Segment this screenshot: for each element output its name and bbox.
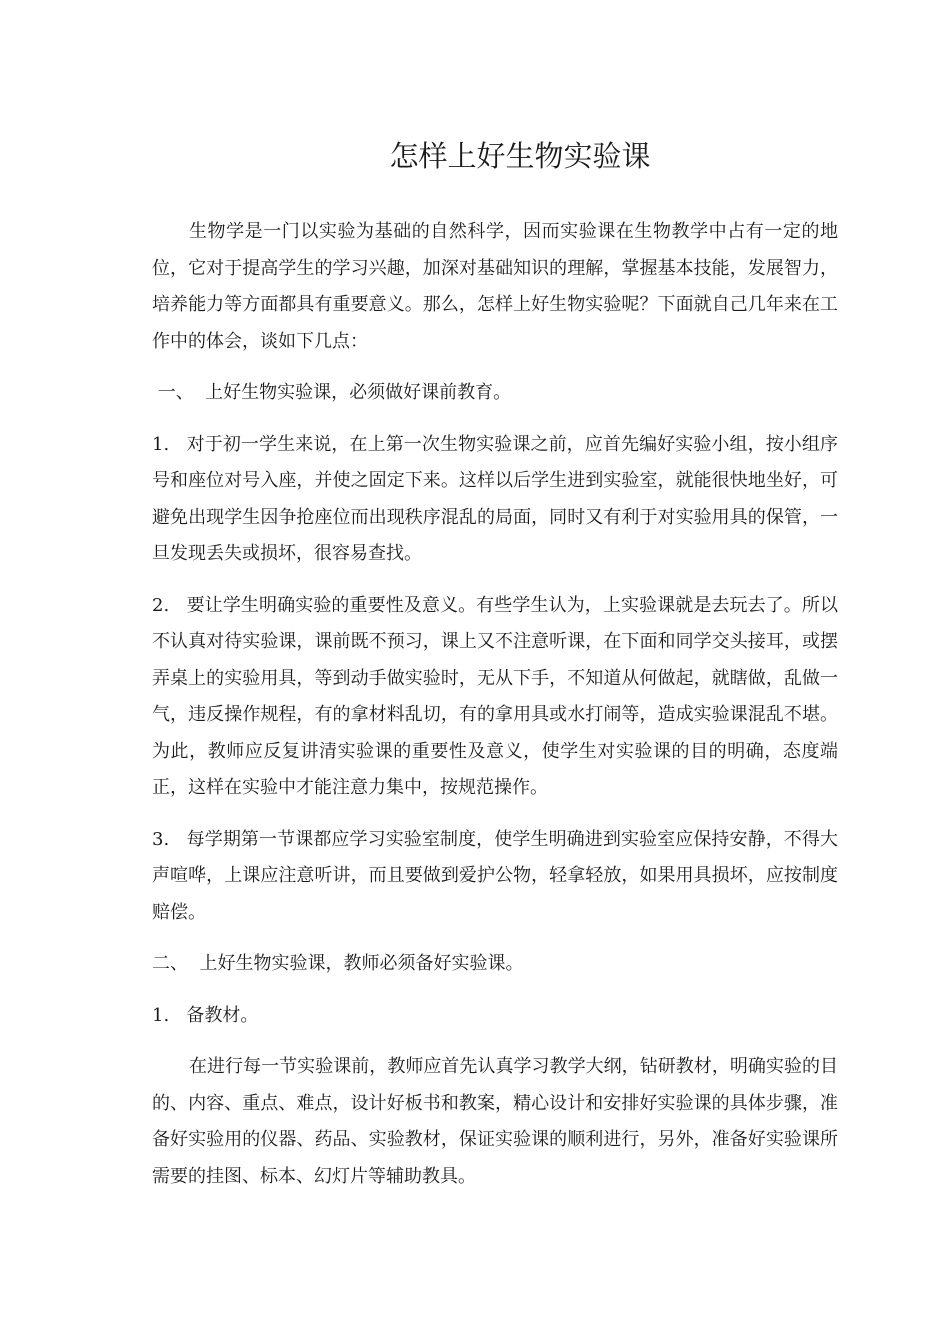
section-2-heading: 二、 上好生物实验课，教师必须备好实验课。 xyxy=(152,953,524,974)
item-number: 1. xyxy=(152,1004,187,1026)
item-text: 备教材。 xyxy=(186,1004,259,1026)
intro-paragraph: 生物学是一门以实验为基础的自然科学，因而实验课在生物教学中占有一定的地位，它对于提高学生的学习兴趣，加深对基础知识的理解，掌握基本技能，发展智力，培养能力等方面都具有重要意义。那么，怎样上好生物实验呢？下面就自己几年来在工作中的体会，谈如下几点： xyxy=(152,221,838,352)
section-1-item-2 xyxy=(152,588,838,807)
section-1-heading: 一、 上好生物实验课，必须做好课前教育。 xyxy=(152,382,512,403)
page-title: 怎样上好生物实验课 xyxy=(389,139,651,173)
document-body xyxy=(152,214,838,1210)
item-text: 对于初一学生来说，在上第一次生物实验课之前，应首先编好实验小组，按小组序号和座位对号入座，并使之固定下来。这样以后学生进到实验室，就能很快地坐好，可避免出现学生因争抢座位而出现秩序混乱的局面，同时又有利于对实验用具的保管，一旦发现丢失或损坏，很容易查找。 xyxy=(152,433,839,564)
section-1-item-3 xyxy=(152,822,838,932)
item-number: 3. xyxy=(152,828,187,850)
item-text: 要让学生明确实验的重要性及意义。有些学生认为，上实验课就是去玩去了。所以不认真对待实验课，课前既不预习，课上又不注意听课，在下面和同学交头接耳，或摆弄桌上的实验用具，等到动手做实验时，无从下手，不知道从何做起，就瞎做，乱做一气，违反操作规程，有的拿材料乱切，有的拿用具或水打闹等，造成实验课混乱不堪。为此，教师应反复讲清实验课的重要性及意义，使学生对实验课的目的明确，态度端正，这样在实验中才能注意力集中，按规范操作。 xyxy=(152,594,839,798)
item-number: 1. xyxy=(152,433,187,455)
item-number: 2. xyxy=(152,594,187,616)
section-1-item-1 xyxy=(152,427,838,573)
section-2-item-1-paragraph: 在进行每一节实验课前，教师应首先认真学习教学大纲，钻研教材，明确实验的目的、内容、重点、难点，设计好板书和教案，精心设计和安排好实验课的具体步骤，准备好实验用的仪器、药品、实验教材，保证实验课的顺利进行，另外，准备好实验课所需要的挂图、标本、幻灯片等辅助教具。 xyxy=(152,1056,838,1187)
item-text: 每学期第一节课都应学习实验室制度，使学生明确进到实验室应保持安静，不得大声喧哗，上课应注意听讲，而且要做到爱护公物，轻拿轻放，如果用具损坏，应按制度赔偿。 xyxy=(152,828,839,923)
section-2-item-1 xyxy=(152,998,838,1035)
